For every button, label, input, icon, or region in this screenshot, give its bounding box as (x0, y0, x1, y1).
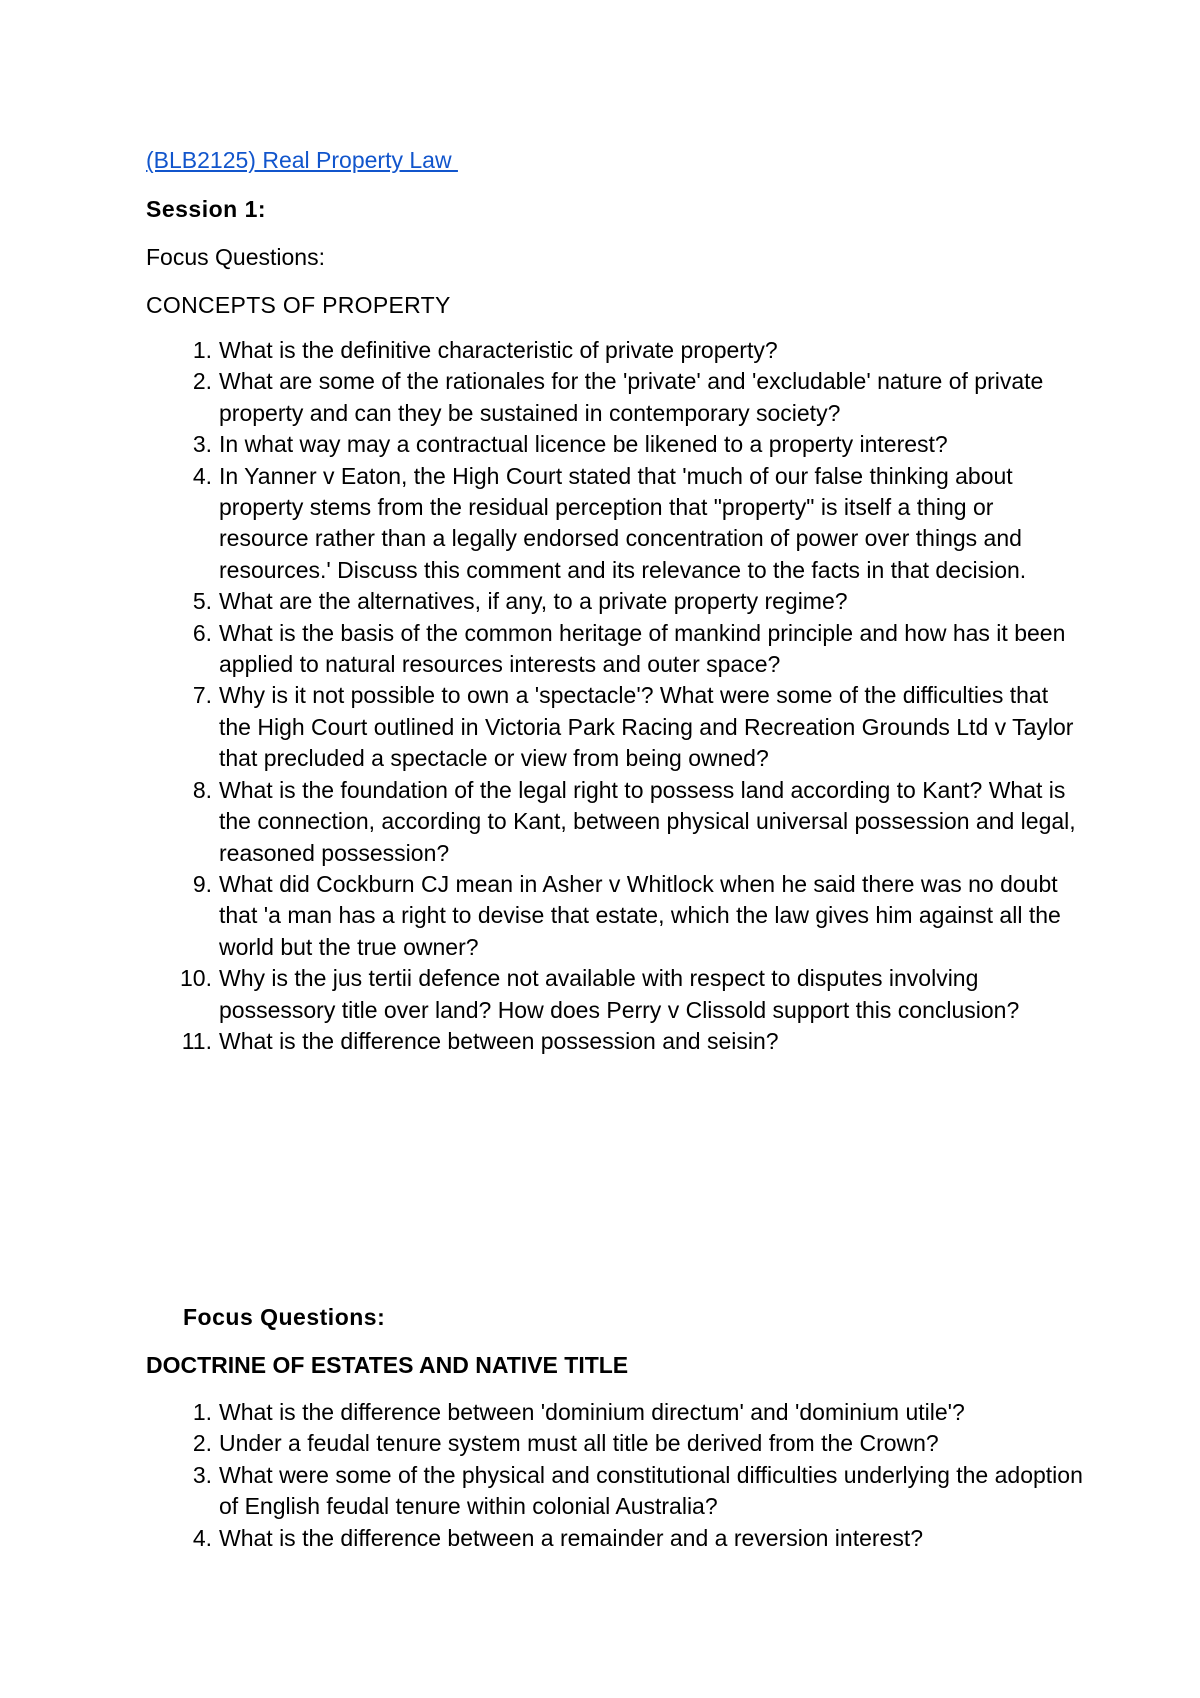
question-text: Why is the jus tertii defence not available with respect to disputes involving possessory title over land? How does Perry v Clissold support this conclusion? (219, 965, 1020, 1023)
question-text: In Yanner v Eaton, the High Court stated that 'much of our false thinking about property stems from the residual perception that "property" is itself a thing or resource rather than a legally endorsed concentration of power over things and resources.' Discuss this comment and its relevance to the facts in that decision. (219, 462, 1027, 583)
list-item (146, 366, 1086, 429)
question-text: Under a feudal tenure system must all title be derived from the Crown? (219, 1430, 939, 1457)
list-number: 8. (192, 776, 212, 803)
list-number: 1. (192, 337, 212, 363)
list-number: 6. (192, 619, 212, 646)
list-number: 4. (192, 462, 212, 489)
list-number: 9. (192, 870, 212, 897)
list-item (146, 1428, 1086, 1459)
question-text: What is the difference between possession and seisin? (219, 1027, 779, 1054)
section-heading-estates: DOCTRINE OF ESTATES AND NATIVE TITLE (146, 1352, 629, 1378)
question-text: What is the foundation of the legal right to possess land according to Kant? What is the connection, according to Kant, between physical universal possession and legal, reasoned possession? (219, 776, 1076, 866)
session-title: Session 1: (146, 196, 267, 222)
list-item (146, 680, 1086, 774)
list-number: 5. (192, 588, 212, 615)
question-text: What is the basis of the common heritage of mankind principle and how has it been applied to natural resources interests and outer space? (219, 619, 1066, 678)
question-text: Why is it not possible to own a 'spectacle'? What were some of the difficulties that the High Court outlined in Victoria Park Racing and Recreation Grounds Ltd v Taylor that precluded a spectacle or view from being owned? (219, 682, 1074, 772)
list-item (146, 1397, 1086, 1428)
list-item (146, 461, 1086, 587)
list-item (146, 586, 1086, 617)
list-item (146, 1460, 1086, 1523)
list-item (146, 963, 1086, 1026)
question-text: What were some of the physical and constitutional difficulties underlying the adoption of English feudal tenure within colonial Australia? (219, 1461, 1083, 1520)
list-number: 4. (192, 1524, 212, 1551)
list-number: 2. (192, 368, 212, 395)
list-number: 10. (180, 965, 212, 992)
list-number: 3. (192, 431, 212, 458)
list-item (146, 869, 1086, 963)
list-number: 7. (192, 682, 212, 709)
list-number: 11. (181, 1027, 212, 1054)
list-item (146, 429, 1086, 460)
list-number: 2. (192, 1430, 212, 1457)
question-list-estates (146, 1397, 1086, 1554)
question-text: In what way may a contractual licence be likened to a property interest? (219, 431, 948, 458)
list-number: 1. (192, 1399, 212, 1425)
list-number: 3. (192, 1461, 212, 1488)
question-text: What are the alternatives, if any, to a private property regime? (219, 588, 848, 615)
list-item (146, 775, 1086, 869)
question-text: What are some of the rationales for the 'private' and 'excludable' nature of private property and can they be sustained in contemporary society? (219, 368, 1044, 426)
list-item (146, 335, 1086, 366)
course-title-link[interactable]: (BLB2125) Real Property Law (146, 147, 458, 173)
question-text: What did Cockburn CJ mean in Asher v Whitlock when he said there was no doubt that 'a man has a right to devise that estate, which the law gives him against all the world but the true owner? (219, 870, 1061, 960)
list-item (146, 1026, 1086, 1057)
question-text: What is the definitive characteristic of private property? (219, 337, 778, 363)
list-item (146, 618, 1086, 681)
list-item (146, 1523, 1086, 1554)
question-list-concepts (146, 335, 1086, 1057)
question-text: What is the difference between a remainder and a reversion interest? (219, 1524, 924, 1551)
question-text: What is the difference between 'dominium directum' and 'dominium utile'? (219, 1399, 965, 1425)
focus-questions-label: Focus Questions: (146, 244, 325, 270)
section-heading-concepts: CONCEPTS OF PROPERTY (146, 292, 451, 318)
focus-questions-label-2: Focus Questions: (183, 1304, 386, 1330)
